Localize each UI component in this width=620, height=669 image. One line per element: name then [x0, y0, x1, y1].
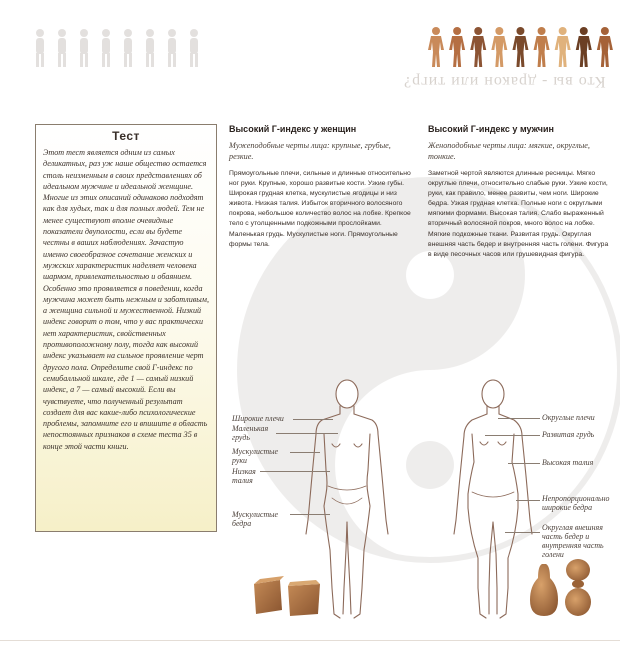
person-silhouette [576, 27, 592, 67]
label-rounded-thighs: Округлая внешняя часть бедер и внутренняя часть голени [542, 523, 604, 559]
label-rounded-shoulders: Округлые плечи [542, 413, 595, 422]
leader-line [290, 514, 330, 515]
men-heading: Высокий Г-индекс у мужчин [428, 124, 554, 134]
person-silhouette [449, 27, 465, 67]
wooden-pear-hourglass-illustration [526, 556, 596, 620]
person-silhouette [555, 27, 571, 67]
leader-line [293, 419, 333, 420]
wooden-blocks-illustration [250, 574, 324, 618]
people-silhouettes-illustration [425, 26, 615, 68]
test-sidebar [35, 124, 217, 532]
person-silhouette [491, 27, 507, 67]
leader-line [260, 471, 330, 472]
label-developed-breasts: Развитая грудь [542, 430, 595, 439]
men-column [428, 124, 612, 260]
ghost-figures-decoration [30, 28, 220, 68]
men-lead: Женоподобные черты лица: мягкие, округлые, тонкие. [428, 141, 590, 161]
test-title: Тест [112, 129, 140, 143]
person-silhouette [470, 27, 486, 67]
test-text: Этот тест является одним из самых деликатных, раз уж наше общество остается столь неизменным в своих представлениях об идеальном мужчине и идеальной женщине. Многие из этих описаний одинаково подходят как для худых, так и для полных людей. Тем не менее существуют вполне очевидные показатели двуполости, если вы будете честны в ваших наблюдениях. Зачастую именно своеобразное сочетание женских и мужских характеристик наделяет человека шармом, привлекательностью и обаянием. Особенно это проявляется в поведении, когда мужчина может быть нежным и заботливым, а женщина сильной и мужественной. Низкий индекс говорит о том, что у вас практически нет характеристик, свойственных противоположному полу, тогда как высокий индекс указывает на сильное проявление черт другого пола. Определите свой Г-индекс по семибалльной шкале, где 1 — самый низкий индекс, а 7 — самый высокий. Если вы чувствуете, что полученный результат создает для вас какие-либо психологические проблемы, запомните его и впишите в область непостоянных признаков в схеме теста 35 в конце этой части книги. [43, 148, 210, 451]
women-lead: Мужеподобные черты лица: крупные, грубые, резкие. [229, 141, 391, 161]
label-high-waist: Высокая талия [542, 458, 594, 467]
label-low-waist: Низкая талия [232, 467, 256, 485]
leader-line [508, 463, 540, 464]
women-body: Прямоугольные плечи, сильные и длинные относительно ног руки. Крупные, хорошо развитые кости. Узкие губы. Широкая грудная клетка, мускулистые ягодицы и низ живота. Низкая талия. Избыток вторичного волосяного покрова, небольшое количество волос на лобке. Крепкое тело с утолщенными подкожными прослойками. Маленькая грудь. Мускулистые ноги. Прямоугольные формы тела. [229, 170, 411, 248]
leader-line [485, 435, 540, 436]
label-wide-shoulders: Широкие плечи [232, 414, 284, 423]
leader-line [290, 452, 320, 453]
banner-title: Кто вы - дракон или тигр? [403, 73, 606, 90]
person-silhouette [597, 27, 613, 67]
label-muscular-arms: Мускулистые руки [232, 447, 278, 465]
men-body: Заметной чертой являются длинные ресницы. Мягко округлые плечи, относительно слабые руки. Узкие кости, руки, как правило, менее развиты, чем ноги. Широкие бедра. Узкая грудная клетка. Полные ноги с округлыми мягкими формами. Высокая талия. Слабо выраженный вторичный волосяной покров, много волос на лобке. Мягкие подкожные ткани. Развитая грудь. Округлая внешняя часть бедер и внутренняя часть голени. Фигура в виде песочных часов или грушевидная фигура. [428, 170, 609, 258]
label-small-breasts: Маленькая грудь [232, 424, 269, 442]
leader-line [516, 500, 540, 501]
leader-line [505, 532, 540, 533]
page-bottom-rule [0, 640, 620, 641]
person-silhouette [428, 27, 444, 67]
label-muscular-thighs: Мускулистые бедра [232, 510, 278, 528]
leader-line [276, 433, 338, 434]
label-wide-hips: Непропорционально широкие бедра [542, 494, 610, 512]
women-heading: Высокий Г-индекс у женщин [229, 124, 357, 134]
person-silhouette [534, 27, 550, 67]
person-silhouette [512, 27, 528, 67]
leader-line [498, 418, 540, 419]
women-column [229, 124, 411, 250]
